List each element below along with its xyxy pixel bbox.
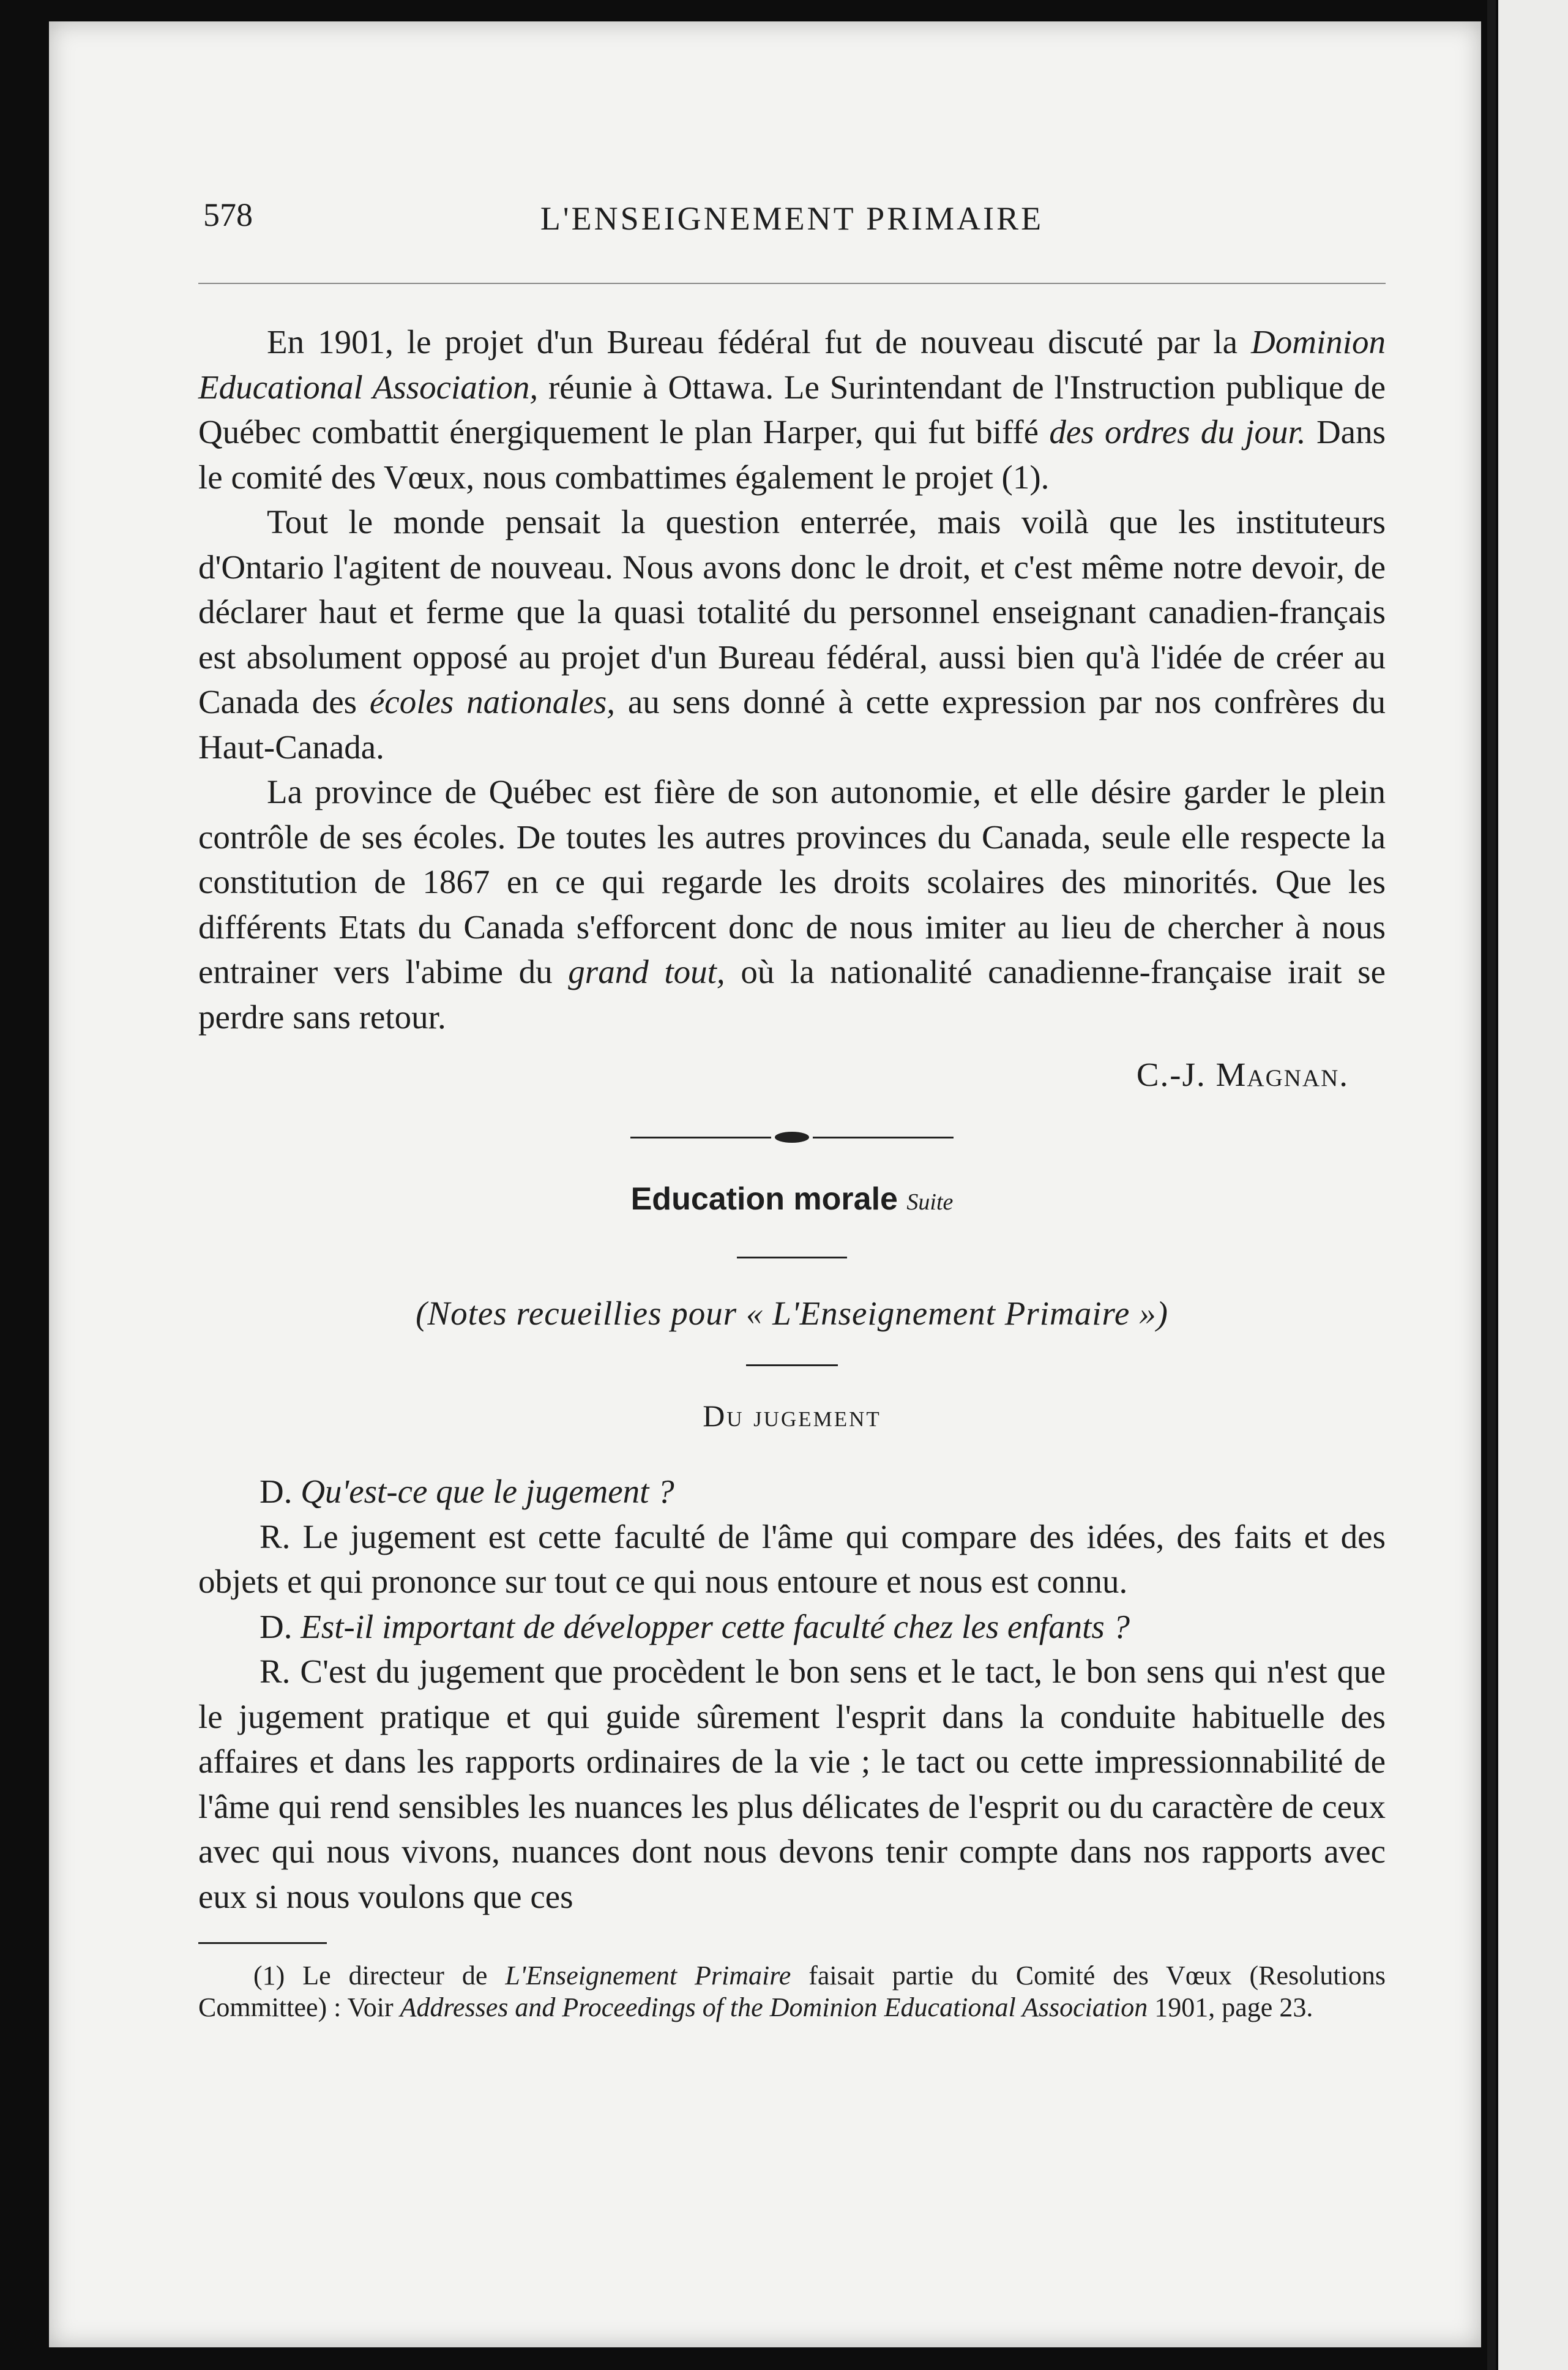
p1-italic-d: des ordres du jour.	[1049, 413, 1306, 450]
ornament-center	[775, 1132, 809, 1143]
section-rule	[737, 1257, 847, 1258]
p3-text-a: La province de Québec est fière de son autonomie, et elle désire garder le plein contrôle de ses écoles. De toutes les autres provinces du Canada, seule elle respecte la constitution de 1867 en ce qui regarde les droits scolaires des minorités. Que les différents Etats du Canada s'efforcent donc de nous imiter au lieu de chercher à nous entrainer vers l'abime du	[198, 773, 1386, 990]
p3-italic-b: grand tout,	[568, 953, 725, 990]
gutter-shadow	[1487, 0, 1496, 2370]
p1-text-e: Dans le comité des Vœux, nous combattimes également le projet (1).	[198, 413, 1386, 496]
r2-label: R.	[259, 1653, 291, 1690]
running-title: L'ENSEIGNEMENT PRIMAIRE	[540, 200, 1044, 237]
footnote-number: (1)	[253, 1961, 285, 1991]
ornament-line-left	[630, 1137, 771, 1138]
paragraph-2	[198, 499, 1386, 769]
subtitle-rule	[746, 1364, 838, 1366]
r1-label: R.	[259, 1517, 291, 1555]
section-title-suffix: Suite	[906, 1189, 954, 1215]
footnote-text-e: 1901, page 23.	[1148, 1992, 1313, 2022]
header-rule	[198, 283, 1386, 284]
page-content	[198, 184, 1386, 2024]
r2-text: C'est du jugement que procèdent le bon sens et le tact, le bon sens qui n'est que le jugement pratique et qui guide sûrement l'esprit dans la conduite habituelle des affaires et dans les rapports ordinaires de la vie ; le tact ou cette impressionnabilité de l'âme qui rend sensibles les nuances les plus délicates de l'esprit ou du caractère de ceux avec qui nous vivons, nuances dont nous devons tenir compte dans nos rapports avec eux si nous voulons que ces	[198, 1653, 1386, 1915]
q2-text: Est-il important de développer cette faculté chez les enfants ?	[301, 1607, 1130, 1645]
ornament-divider	[198, 1132, 1386, 1143]
signature: C.-J. Magnan.	[1136, 1056, 1349, 1093]
footnote-text-a: Le directeur de	[285, 1961, 506, 1991]
q2-label: D.	[259, 1607, 293, 1645]
p2-text-c: au sens donné à cette expression par nos confrères du Haut-Canada.	[198, 683, 1386, 766]
p2-italic-b: écoles nationales,	[369, 683, 616, 720]
r1-text: Le jugement est cette faculté de l'âme qui compare des idées, des faits et des objets et qui prononce sur tout ce qui nous entoure et nous est connu.	[198, 1517, 1386, 1600]
facing-page-edge	[1498, 0, 1568, 2370]
p1-text-c: réunie à Ottawa. Le Surintendant de l'Instruction publique de Québec combattit énergiquement le plan Harper, qui fut biffé	[198, 368, 1386, 450]
answer-1	[198, 1514, 1386, 1604]
q1-label: D.	[259, 1473, 293, 1510]
q1-text: Qu'est-ce que le jugement ?	[301, 1473, 674, 1510]
running-head	[198, 184, 1386, 239]
p2-text-a: Tout le monde pensait la question enterrée, mais voilà que les instituteurs d'Ontario l'agitent de nouveau. Nous avons donc le droit, et c'est même notre devoir, de déclarer haut et ferme que la quasi totalité du personnel enseignant canadien-français est absolument opposé au projet d'un Bureau fédéral, aussi bien qu'à l'idée de créer au Canada des	[198, 503, 1386, 720]
question-1	[198, 1469, 1386, 1514]
footnote-italic-b: L'Enseignement Primaire	[505, 1961, 791, 1991]
page-number: 578	[203, 196, 253, 233]
p1-italic-b: Dominion Educational Association,	[198, 323, 1386, 406]
footnote-text-c: faisait partie du Comité des Vœux (Resolutions Committee) : Voir	[198, 1961, 1386, 2022]
paragraph-1	[198, 320, 1386, 499]
section-title	[198, 1181, 1386, 1217]
paragraph-3	[198, 769, 1386, 1039]
article-body	[198, 320, 1386, 1039]
p3-text-c: où la nationalité canadienne-française irait se perdre sans retour.	[198, 953, 1386, 1036]
answer-2	[198, 1649, 1386, 1919]
ornament-line-right	[813, 1137, 954, 1138]
footnote	[198, 1960, 1386, 2024]
p1-text-a: En 1901, le projet d'un Bureau fédéral fut de nouveau discuté par la	[267, 323, 1251, 361]
section-title-text: Education morale	[630, 1181, 898, 1217]
section-subtitle: (Notes recueillies pour « L'Enseignement Primaire »)	[416, 1295, 1168, 1332]
footnote-italic-d: Addresses and Proceedings of the Dominion Educational Association	[400, 1992, 1148, 2022]
question-answer-block	[198, 1469, 1386, 1919]
chapter-heading: Du jugement	[703, 1399, 881, 1433]
footnote-rule	[198, 1942, 327, 1944]
question-2	[198, 1604, 1386, 1650]
